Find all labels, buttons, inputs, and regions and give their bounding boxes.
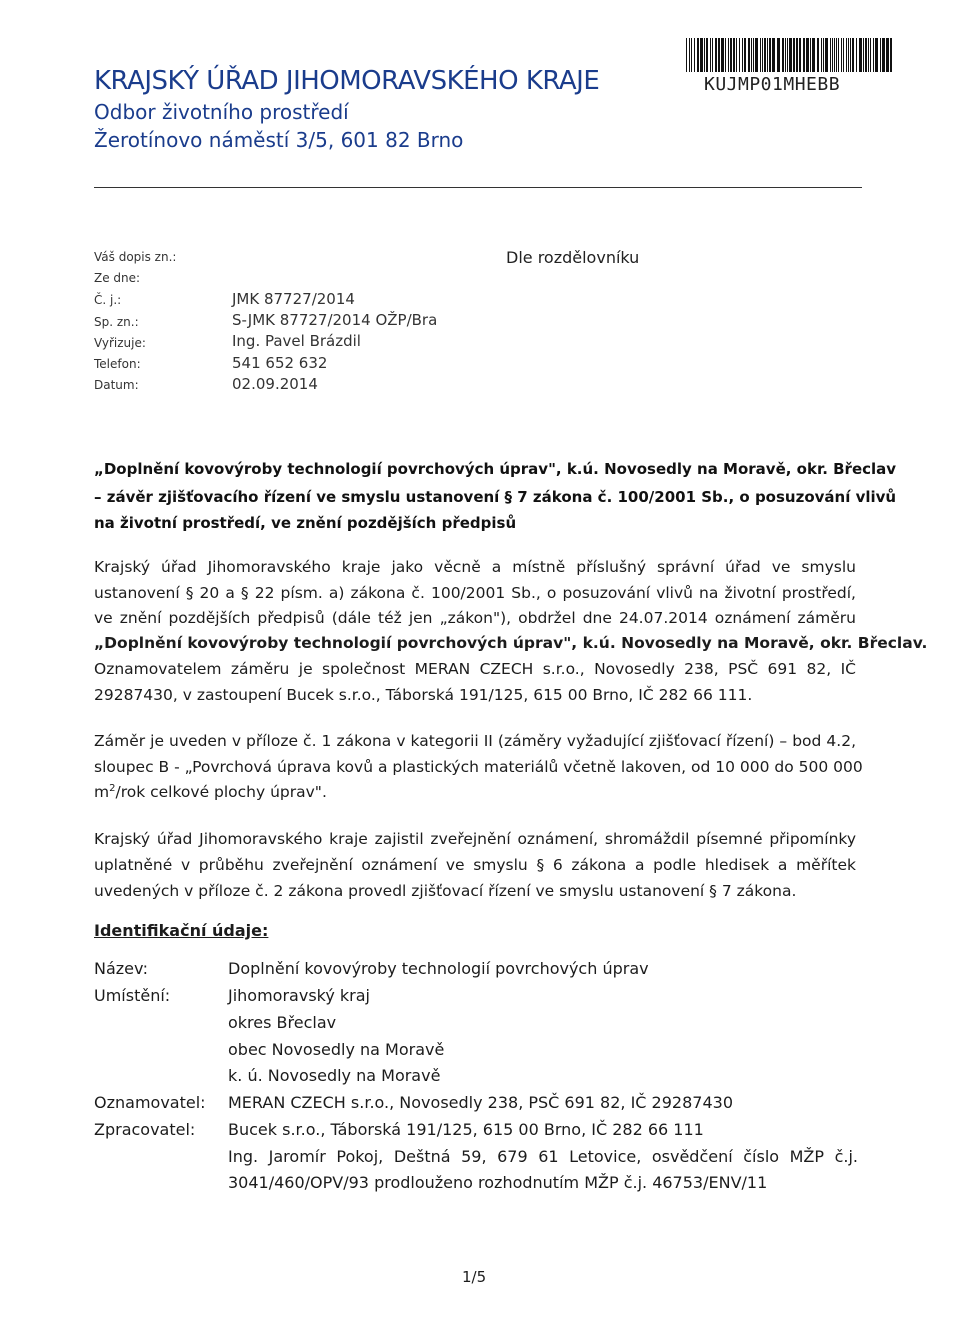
ident-value-location: okres Břeclav — [228, 1013, 337, 1032]
barcode-bar — [710, 38, 711, 72]
barcode-bar — [751, 38, 752, 72]
ident-value-notifier: MERAN CZECH s.r.o., Novosedly 238, PSČ 691 82, IČ 29287430 — [228, 1093, 733, 1112]
barcode-bar — [715, 38, 717, 72]
barcode-image — [686, 38, 892, 72]
barcode-bar — [841, 38, 842, 72]
paragraph-line: Záměr je uveden v příloze č. 1 zákona v kategorii II (záměry vyžadující zjišťovací řízení) – bod 4.2, — [94, 732, 856, 750]
barcode-bar — [700, 38, 703, 72]
paragraph-line: sloupec B - „Povrchová úprava kovů a plastických materiálů včetně lakoven, od 10 000 do 500 000 — [94, 758, 863, 776]
barcode-bar — [767, 38, 768, 72]
paragraph-line — [94, 783, 856, 801]
barcode-bar — [762, 38, 763, 72]
barcode-bar — [870, 38, 871, 72]
paragraph-line: uvedených v příloze č. 2 zákona provedl zjišťovací řízení ve smyslu ustanovení § 7 zákona. — [94, 882, 797, 900]
ident-value-location: obec Novosedly na Moravě — [228, 1040, 445, 1059]
barcode-bar — [890, 38, 892, 72]
paragraph-line: ustanovení § 20 a § 22 písm. a) zákona č. 100/2001 Sb., o posuzování vlivů na životní prostředí, — [94, 584, 856, 602]
barcode-bar — [704, 38, 705, 72]
meta-label-handled-by: Vyřizuje: — [94, 336, 146, 350]
title-line: – závěr zjišťovacího řízení ve smyslu ustanovení § 7 zákona č. 100/2001 Sb., o posuzování vlivů — [94, 488, 897, 506]
barcode-bar — [830, 38, 831, 72]
barcode-bar — [712, 38, 713, 72]
barcode-bar — [803, 38, 805, 72]
barcode-bar — [760, 38, 761, 72]
barcode-bar — [772, 38, 775, 72]
meta-label-phone: Telefon: — [94, 357, 141, 371]
meta-value-cj: JMK 87727/2014 — [232, 290, 355, 308]
barcode-bar — [793, 38, 795, 72]
barcode-bar — [873, 38, 874, 72]
ident-value-location: k. ú. Novosedly na Moravě — [228, 1066, 441, 1085]
barcode-bar — [733, 38, 735, 72]
barcode-bar — [846, 38, 847, 72]
barcode-bar — [753, 38, 754, 72]
barcode-bar — [836, 38, 837, 72]
barcode-bar — [769, 38, 771, 72]
barcode-bar — [742, 38, 743, 72]
barcode-bar — [725, 38, 726, 72]
paragraph-line: Krajský úřad Jihomoravského kraje zajistil zveřejnění oznámení, shromáždil písemné připomínky — [94, 830, 856, 848]
barcode-bar — [863, 38, 864, 72]
paragraph-line-bold: „Doplnění kovovýroby technologií povrchových úprav", k.ú. Novosedly na Moravě, okr. Břeclav. — [94, 634, 928, 652]
department-name: Odbor životního prostředí — [94, 100, 349, 124]
meta-label-your-letter: Váš dopis zn.: — [94, 250, 177, 264]
paragraph-line: ve znění pozdějších předpisů (dále též jen „zákon"), obdržel dne 24.07.2014 oznámení záměru — [94, 609, 856, 627]
barcode-bar — [886, 38, 889, 72]
barcode-bar — [755, 38, 758, 72]
barcode-bar — [736, 38, 737, 72]
ident-value-processor: 3041/460/OPV/93 prodlouženo rozhodnutím MŽP č.j. 46753/ENV/11 — [228, 1173, 768, 1192]
meta-label-spzn: Sp. zn.: — [94, 315, 139, 329]
barcode-bar — [856, 38, 857, 72]
barcode-bar — [706, 38, 708, 72]
barcode-bar — [730, 38, 732, 72]
barcode-text: KUJMP01MHEBB — [704, 74, 841, 95]
barcode-bar — [852, 38, 854, 72]
barcode-bar — [782, 38, 784, 72]
meta-label-cj: Č. j.: — [94, 293, 122, 307]
ident-label-location: Umístění: — [94, 986, 171, 1005]
ident-value-processor: Bucek s.r.o., Táborská 191/125, 615 00 Brno, IČ 282 66 111 — [228, 1120, 704, 1139]
meta-label-dated: Ze dne: — [94, 271, 141, 285]
barcode-bar — [875, 38, 878, 72]
barcode-bar — [850, 38, 851, 72]
paragraph-line: uplatněné v průběhu zveřejnění oznámení ve smyslu § 6 zákona a podle hledisek a měřítek — [94, 856, 856, 874]
page-number: 1/5 — [462, 1268, 487, 1286]
title-line: na životní prostředí, ve znění pozdějších předpisů — [94, 514, 517, 532]
title-line: „Doplnění kovovýroby technologií povrchových úprav", k.ú. Novosedly na Moravě, okr. Břeclav — [94, 460, 897, 478]
barcode-bar — [777, 38, 780, 72]
meta-value-handled-by: Ing. Pavel Brázdil — [232, 332, 361, 350]
barcode-bar — [686, 38, 687, 72]
barcode-bar — [848, 38, 849, 72]
barcode-bar — [689, 38, 690, 72]
paragraph-line: Krajský úřad Jihomoravského kraje jako věcně a místně příslušný správní úřad ve smyslu — [94, 558, 856, 576]
barcode-bar — [728, 38, 729, 72]
barcode-bar — [868, 38, 869, 72]
barcode-bar — [789, 38, 792, 72]
barcode-bar — [825, 38, 828, 72]
ident-value-name: Doplnění kovovýroby technologií povrchových úprav — [228, 959, 649, 978]
barcode-bar — [718, 38, 720, 72]
ident-label-notifier: Oznamovatel: — [94, 1093, 206, 1112]
barcode-bar — [739, 38, 740, 72]
barcode-bar — [691, 38, 692, 72]
barcode-bar — [859, 38, 862, 72]
barcode-bar — [832, 38, 833, 72]
recipient: Dle rozdělovníku — [506, 248, 640, 267]
barcode-bar — [810, 38, 811, 72]
ident-heading: Identifikační údaje: — [94, 921, 269, 940]
unit-exponent: 2 — [109, 783, 116, 794]
barcode-bar — [812, 38, 815, 72]
barcode-bar — [834, 38, 835, 72]
ident-label-name: Název: — [94, 959, 148, 978]
barcode-bar — [796, 38, 798, 72]
barcode-bar — [697, 38, 699, 72]
barcode-bar — [721, 38, 724, 72]
barcode-bar — [806, 38, 809, 72]
barcode-bar — [838, 38, 839, 72]
office-address: Žerotínovo náměstí 3/5, 601 82 Brno — [94, 128, 464, 152]
barcode-bar — [799, 38, 801, 72]
meta-label-date: Datum: — [94, 378, 139, 392]
ident-value-location: Jihomoravský kraj — [228, 986, 370, 1005]
barcode-bar — [843, 38, 844, 72]
paragraph-line: 29287430, v zastoupení Bucek s.r.o., Táborská 191/125, 615 00 Brno, IČ 282 66 111. — [94, 686, 753, 704]
barcode-bar — [764, 38, 766, 72]
barcode-bar — [882, 38, 885, 72]
unit-rest: /rok celkové plochy úprav". — [115, 783, 327, 802]
unit-m: m — [94, 783, 110, 802]
meta-value-date: 02.09.2014 — [232, 375, 318, 393]
barcode-bar — [821, 38, 822, 72]
office-title: KRAJSKÝ ÚŘAD JIHOMORAVSKÉHO KRAJE — [94, 66, 600, 96]
barcode-bar — [744, 38, 746, 72]
barcode-bar — [880, 38, 881, 72]
barcode-bar — [748, 38, 750, 72]
barcode-bar — [823, 38, 824, 72]
header-divider — [94, 187, 862, 188]
meta-value-phone: 541 652 632 — [232, 354, 328, 372]
paragraph-line: Oznamovatelem záměru je společnost MERAN CZECH s.r.o., Novosedly 238, PSČ 691 82, IČ — [94, 660, 856, 678]
ident-value-processor: Ing. Jaromír Pokoj, Deštná 59, 679 61 Letovice, osvědčení číslo MŽP č.j. — [228, 1147, 858, 1166]
barcode-bar — [785, 38, 786, 72]
barcode-bar — [817, 38, 819, 72]
meta-value-spzn: S-JMK 87727/2014 OŽP/Bra — [232, 311, 438, 329]
barcode-bar — [865, 38, 867, 72]
ident-label-processor: Zpracovatel: — [94, 1120, 196, 1139]
barcode-bar — [787, 38, 788, 72]
barcode-bar — [694, 38, 695, 72]
